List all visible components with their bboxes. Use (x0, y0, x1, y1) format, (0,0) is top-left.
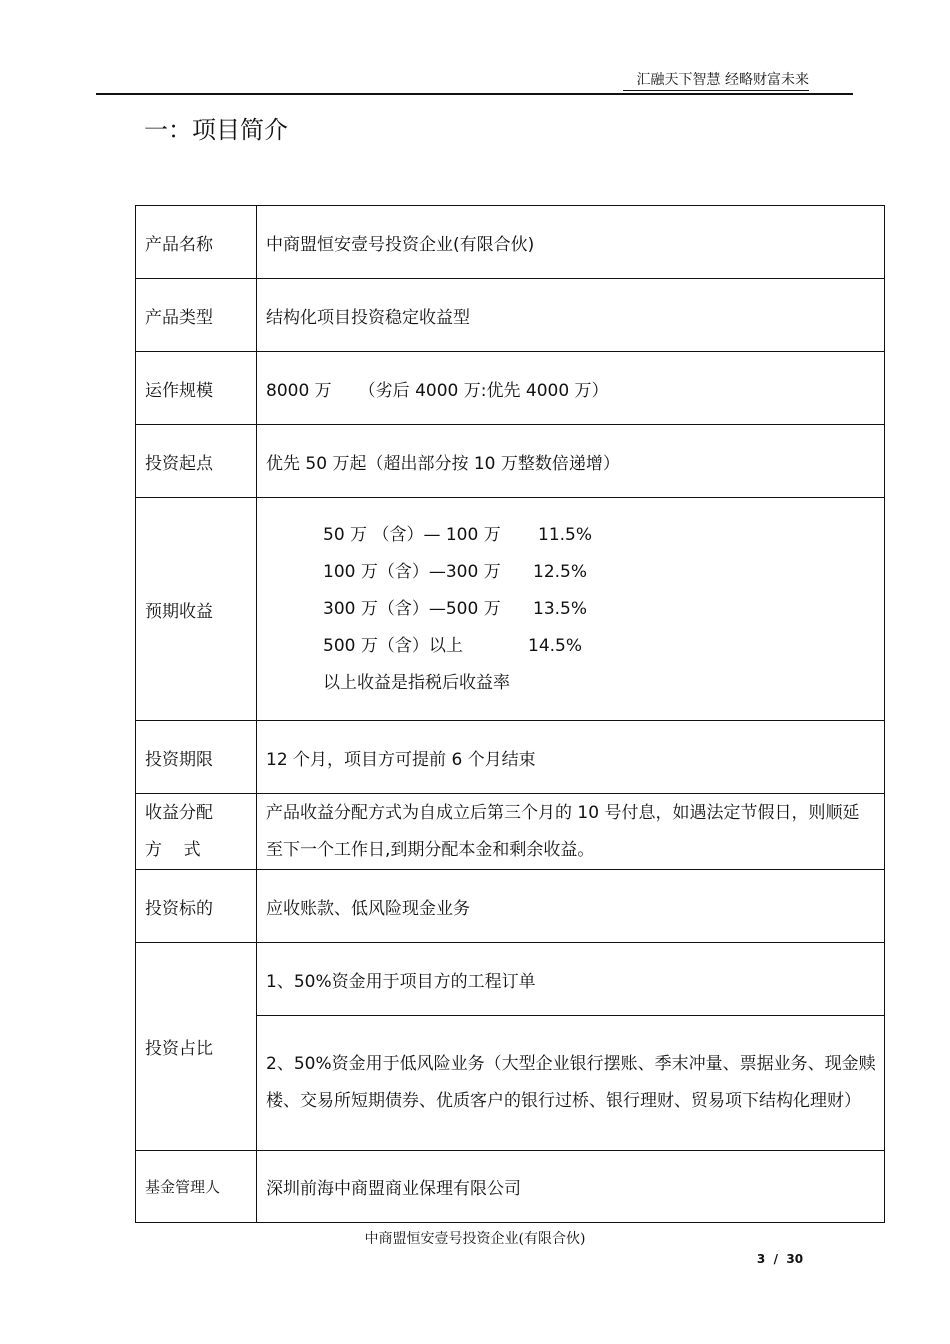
label-product-type: 产品类型 (136, 279, 257, 352)
yield-tier-range: 100 万（含）—300 万 (323, 561, 501, 582)
header-slogan: 汇融天下智慧 经略财富未来 (623, 70, 809, 91)
yield-tier-rate: 11.5% (538, 524, 593, 545)
footer-document-title: 中商盟恒安壹号投资企业(有限合伙) (364, 1231, 586, 1247)
yield-tier-rate: 12.5% (533, 561, 588, 582)
value-product-name: 中商盟恒安壹号投资企业(有限合伙) (257, 206, 885, 279)
scale-text: 8000 万 （劣后 4000 万:优先 4000 万） (266, 380, 609, 401)
label-expected-yield: 预期收益 (136, 498, 257, 721)
yield-tier-rate: 13.5% (533, 598, 588, 619)
yield-tier (323, 591, 876, 628)
row-expected-yield (136, 498, 885, 721)
project-info-table (135, 205, 885, 1223)
value-expected-yield (257, 498, 885, 721)
page-number: 3 / 30 (756, 1252, 804, 1266)
value-allocation-2: 2、50%资金用于低风险业务（大型企业银行摆账、季末冲量、票据业务、现金赎楼、交易所短期债券、优质客户的银行过桥、银行理财、贸易项下结构化理财） (257, 1016, 885, 1151)
yield-tier (323, 628, 876, 665)
label-product-name: 产品名称 (136, 206, 257, 279)
value-target: 应收账款、低风险现金业务 (257, 870, 885, 943)
yield-note: 以上收益是指税后收益率 (323, 672, 510, 693)
row-allocation-1 (136, 943, 885, 1016)
section-title: 一：项目简介 (144, 116, 288, 144)
value-term: 12 个月，项目方可提前 6 个月结束 (257, 721, 885, 794)
value-allocation-1: 1、50%资金用于项目方的工程订单 (257, 943, 885, 1016)
row-scale (136, 352, 885, 425)
label-term: 投资期限 (136, 721, 257, 794)
value-distribution: 产品收益分配方式为自成立后第三个月的 10 号付息，如遇法定节假日，则顺延至下一个工作日,到期分配本金和剩余收益。 (257, 794, 885, 870)
row-min-investment (136, 425, 885, 498)
label-manager: 基金管理人 (136, 1151, 257, 1223)
header-divider (96, 93, 853, 95)
value-min-investment: 优先 50 万起（超出部分按 10 万整数倍递增） (257, 425, 885, 498)
yield-tier-range: 50 万 （含）— 100 万 (323, 524, 501, 545)
row-manager (136, 1151, 885, 1223)
row-term (136, 721, 885, 794)
label-scale: 运作规模 (136, 352, 257, 425)
value-scale (257, 352, 885, 425)
yield-tier-list (266, 517, 876, 702)
label-allocation: 投资占比 (136, 943, 257, 1151)
yield-tier (323, 517, 876, 554)
label-min-investment: 投资起点 (136, 425, 257, 498)
label-distribution (136, 794, 257, 870)
label-target: 投资标的 (136, 870, 257, 943)
label-distribution-line1: 收益分配 (145, 802, 213, 823)
yield-tier-range: 300 万（含）—500 万 (323, 598, 501, 619)
yield-tier-rate: 14.5% (528, 635, 583, 656)
yield-tier (323, 554, 876, 591)
row-product-name (136, 206, 885, 279)
value-manager: 深圳前海中商盟商业保理有限公司 (257, 1151, 885, 1223)
yield-tier-range: 500 万（含）以上 (323, 635, 463, 656)
row-product-type (136, 279, 885, 352)
row-distribution (136, 794, 885, 870)
label-distribution-line2: 方 式 (145, 839, 201, 860)
row-target (136, 870, 885, 943)
value-product-type: 结构化项目投资稳定收益型 (257, 279, 885, 352)
